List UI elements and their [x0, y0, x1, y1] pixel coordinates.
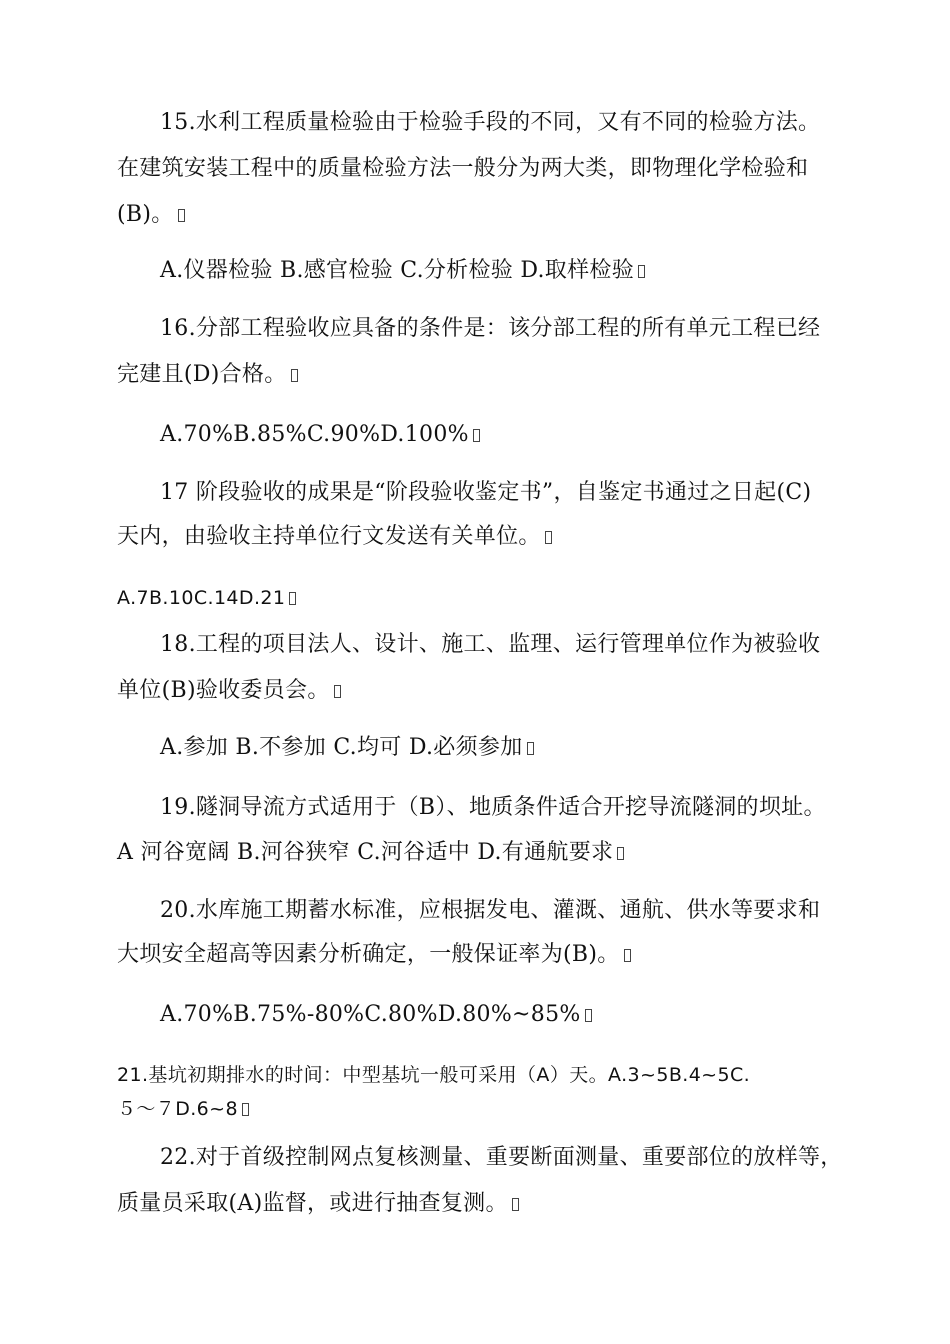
- placeholder-glyph-icon: [638, 265, 645, 278]
- q20-line-1: 20.水库施工期蓄水标准，应根据发电、灌溉、通航、供水等要求和: [160, 898, 821, 923]
- placeholder-glyph-icon: [545, 531, 552, 544]
- placeholder-glyph-icon: [178, 209, 185, 222]
- placeholder-glyph-icon: [617, 847, 624, 860]
- q20-options: A.70%B.75%-80%C.80%D.80%~85%: [160, 1000, 592, 1030]
- q17-line-2: 天内，由验收主持单位行文发送有关单位。: [117, 522, 552, 552]
- q17-line-1: 17 阶段验收的成果是“阶段验收鉴定书”，自鉴定书通过之日起(C): [160, 480, 812, 505]
- q16-line-1: 16.分部工程验收应具备的条件是：该分部工程的所有单元工程已经: [160, 316, 821, 341]
- q19-options: A 河谷宽阔 B.河谷狭窄 C.河谷适中 D.有通航要求: [117, 838, 624, 868]
- q18-options: A.参加 B.不参加 C.均可 D.必须参加: [160, 733, 534, 763]
- q15-line-3: (B)。: [117, 200, 185, 230]
- placeholder-glyph-icon: [334, 685, 341, 698]
- q16-options: A.70%B.85%C.90%D.100%: [160, 420, 480, 450]
- placeholder-glyph-icon: [624, 949, 631, 962]
- q17-options: A.7B.10C.14D.21: [117, 583, 296, 613]
- q15-line-1: 15.水利工程质量检验由于检验手段的不同，又有不同的检验方法。: [160, 110, 821, 135]
- placeholder-glyph-icon: [512, 1198, 519, 1211]
- q16-line-2: 完建且(D)合格。: [117, 360, 298, 390]
- placeholder-glyph-icon: [585, 1009, 592, 1022]
- q15-line-2: 在建筑安装工程中的质量检验方法一般分为两大类，即物理化学检验和: [117, 156, 809, 181]
- placeholder-glyph-icon: [527, 742, 534, 755]
- q21-line-1: 21.基坑初期排水的时间：中型基坑一般可采用（A）天。A.3~5B.4~5C.: [117, 1064, 751, 1086]
- q20-line-2: 大坝安全超高等因素分析确定，一般保证率为(B)。: [117, 940, 631, 970]
- placeholder-glyph-icon: [473, 429, 480, 442]
- q22-line-1: 22.对于首级控制网点复核测量、重要断面测量、重要部位的放样等，: [160, 1145, 843, 1170]
- q22-line-2: 质量员采取(A)监督，或进行抽查复测。: [117, 1189, 519, 1219]
- q21-line-2: ５～７D.6~8: [117, 1094, 249, 1124]
- q15-options: A.仪器检验 B.感官检验 C.分析检验 D.取样检验: [160, 256, 645, 286]
- q18-line-2: 单位(B)验收委员会。: [117, 676, 341, 706]
- q18-line-1: 18.工程的项目法人、设计、施工、监理、运行管理单位作为被验收: [160, 632, 821, 657]
- placeholder-glyph-icon: [291, 369, 298, 382]
- placeholder-glyph-icon: [242, 1103, 249, 1116]
- q19-line-1: 19.隧洞导流方式适用于（B）、地质条件适合开挖导流隧洞的坝址。: [160, 795, 826, 820]
- placeholder-glyph-icon: [289, 592, 296, 605]
